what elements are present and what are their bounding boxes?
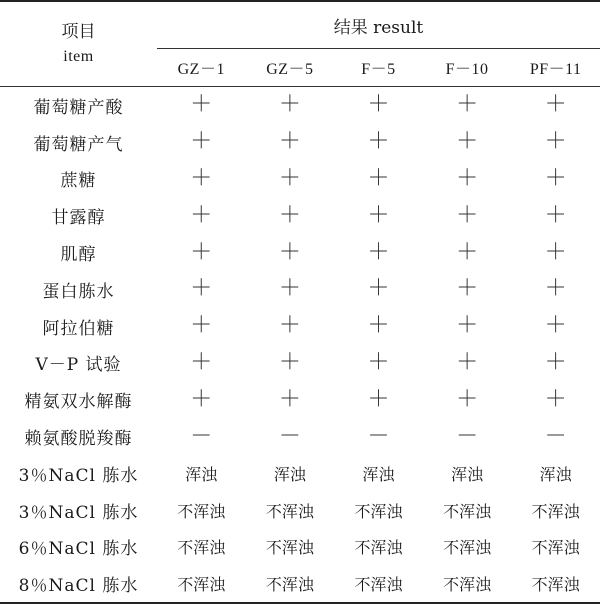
table-row (0, 492, 600, 529)
table-header (0, 1, 600, 87)
table-row (0, 381, 600, 418)
strain-header-5: PF－11 (511, 49, 600, 87)
result-cell: 浑浊 (273, 464, 306, 484)
result-cell: 不浑浊 (177, 538, 226, 558)
row-label: 蔗糖 (60, 171, 97, 192)
row-label: 3％NaCl 胨水 (18, 465, 139, 486)
result-cell: － (456, 423, 479, 449)
result-cell: ＋ (367, 129, 390, 155)
row-label: 葡萄糖产酸 (33, 97, 124, 118)
result-cell: ＋ (367, 239, 390, 265)
result-cell: ＋ (278, 202, 301, 228)
result-cell: ＋ (190, 349, 213, 375)
strain-header-3: F－5 (334, 49, 423, 87)
result-cell: ＋ (456, 129, 479, 155)
result-cell: ＋ (278, 92, 301, 118)
result-cell: 不浑浊 (157, 565, 246, 603)
table-row (0, 161, 600, 198)
result-cell: ＋ (544, 386, 567, 412)
table-row (0, 455, 600, 492)
strain-header-1: GZ－1 (157, 49, 246, 87)
table-row (0, 565, 600, 603)
row-label: 阿拉伯糖 (42, 318, 115, 339)
table-row (0, 529, 600, 566)
row-label: 肌醇 (60, 245, 97, 266)
row-label: 甘露醇 (51, 208, 106, 229)
result-cell: ＋ (456, 165, 479, 191)
result-cell: 不浑浊 (531, 501, 580, 521)
result-cell: ＋ (456, 276, 479, 302)
result-cell: ＋ (367, 276, 390, 302)
table-row (0, 234, 600, 271)
result-cell: 不浑浊 (177, 501, 226, 521)
result-cell: 不浑浊 (334, 565, 423, 603)
table-row (0, 271, 600, 308)
result-header: 结果 result (157, 1, 600, 49)
row-label: V－P 试验 (35, 355, 122, 376)
result-cell: 浑浊 (451, 464, 484, 484)
row-label: 3％NaCl 胨水 (18, 502, 139, 523)
result-cell: ＋ (367, 202, 390, 228)
result-cell: ＋ (544, 165, 567, 191)
table-row (0, 87, 600, 124)
result-cell: ＋ (456, 239, 479, 265)
result-cell: ＋ (456, 202, 479, 228)
result-cell: ＋ (367, 386, 390, 412)
table-body (0, 87, 600, 604)
result-cell: ＋ (278, 386, 301, 412)
item-column-header (0, 1, 157, 87)
row-label: 8％NaCl 胨水 (0, 565, 157, 603)
result-cell: 不浑浊 (354, 538, 403, 558)
result-cell: ＋ (278, 129, 301, 155)
result-cell: ＋ (544, 202, 567, 228)
result-cell: ＋ (544, 239, 567, 265)
result-cell: ＋ (278, 276, 301, 302)
result-cell: 浑浊 (185, 464, 218, 484)
result-cell: ＋ (544, 129, 567, 155)
result-cell: － (544, 423, 567, 449)
result-cell: ＋ (544, 313, 567, 339)
result-cell: ＋ (278, 349, 301, 375)
item-header-en: item (63, 47, 94, 65)
result-cell: ＋ (190, 313, 213, 339)
result-cell: ＋ (544, 349, 567, 375)
table-row (0, 197, 600, 234)
result-cell: 不浑浊 (265, 538, 314, 558)
result-cell: ＋ (190, 92, 213, 118)
result-cell: ＋ (367, 349, 390, 375)
item-header-zh: 项目 (61, 22, 96, 43)
row-label: 葡萄糖产气 (33, 134, 124, 155)
result-cell: 不浑浊 (443, 538, 492, 558)
result-cell: ＋ (190, 276, 213, 302)
result-cell: 不浑浊 (354, 501, 403, 521)
row-label: 蛋白胨水 (42, 281, 115, 302)
result-cell: 不浑浊 (531, 538, 580, 558)
result-cell: 不浑浊 (511, 565, 600, 603)
strain-header-4: F－10 (423, 49, 512, 87)
result-cell: ＋ (278, 165, 301, 191)
result-cell: ＋ (190, 202, 213, 228)
result-cell: ＋ (190, 129, 213, 155)
result-cell: ＋ (456, 92, 479, 118)
row-label: 6％NaCl 胨水 (18, 539, 139, 560)
result-cell: ＋ (456, 313, 479, 339)
result-cell: ＋ (278, 239, 301, 265)
result-cell: ＋ (190, 239, 213, 265)
result-cell: 不浑浊 (246, 565, 335, 603)
result-cell: 不浑浊 (265, 501, 314, 521)
table-row (0, 308, 600, 345)
row-label: 赖氨酸脱羧酶 (24, 429, 133, 450)
strain-header-2: GZ－5 (246, 49, 335, 87)
result-cell: － (367, 423, 390, 449)
result-cell: 不浑浊 (423, 565, 512, 603)
result-cell: － (278, 423, 301, 449)
result-cell: ＋ (278, 313, 301, 339)
result-cell: ＋ (456, 349, 479, 375)
result-cell: 不浑浊 (443, 501, 492, 521)
table-row (0, 124, 600, 161)
table-row (0, 345, 600, 382)
result-cell: ＋ (544, 276, 567, 302)
result-cell: ＋ (190, 386, 213, 412)
result-cell: ＋ (456, 386, 479, 412)
result-cell: ＋ (367, 92, 390, 118)
result-cell: 浑浊 (539, 464, 572, 484)
result-cell: ＋ (190, 165, 213, 191)
table-row (0, 418, 600, 455)
row-label: 精氨双水解酶 (24, 392, 133, 413)
result-cell: ＋ (367, 165, 390, 191)
result-cell: － (190, 423, 213, 449)
result-cell: 浑浊 (362, 464, 395, 484)
result-cell: ＋ (544, 92, 567, 118)
result-cell: ＋ (367, 313, 390, 339)
